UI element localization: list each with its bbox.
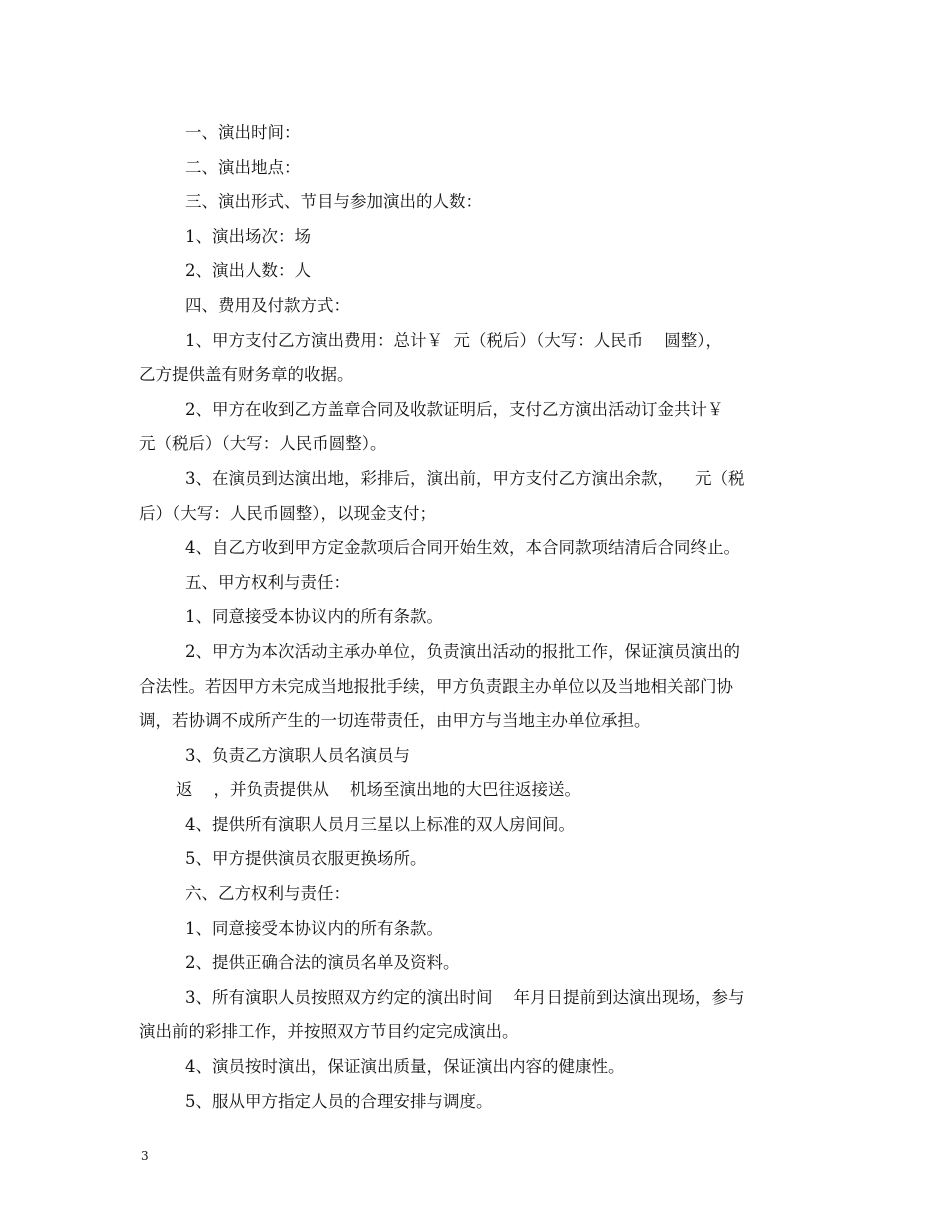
- paragraph: 调，若协调不成所产生的一切连带责任，由甲方与当地主办单位承担。: [139, 711, 651, 731]
- paragraph: 元（税后）（大写：人民币圆整）。: [139, 434, 387, 454]
- paragraph: 1、甲方支付乙方演出费用：总计￥ 元（税后）（大写：人民币 圆整），: [185, 330, 722, 350]
- paragraph: 5、服从甲方指定人员的合理安排与调度。: [185, 1091, 493, 1111]
- paragraph: 六、乙方权利与责任：: [185, 884, 350, 904]
- paragraph: 演出前的彩排工作，并按照双方节目约定完成演出。: [139, 1022, 519, 1042]
- paragraph: 4、提供所有演职人员月三星以上标准的双人房间间。: [185, 814, 575, 834]
- paragraph: 4、演员按时演出，保证演出质量，保证演出内容的健康性。: [185, 1057, 625, 1077]
- paragraph: 3、所有演职人员按照双方约定的演出时间 年月日提前到达演出现场，参与: [185, 987, 745, 1007]
- paragraph: 五、甲方权利与责任：: [185, 572, 350, 592]
- paragraph: 1、演出场次：场: [185, 226, 311, 246]
- paragraph: 5、甲方提供演员衣服更换场所。: [185, 849, 427, 869]
- paragraph: 四、费用及付款方式：: [185, 295, 350, 315]
- paragraph: 乙方提供盖有财务章的收据。: [139, 365, 354, 385]
- paragraph: 返 ，并负责提供从 机场至演出地的大巴往返接送。: [176, 780, 581, 800]
- paragraph: 3、在演员到达演出地，彩排后，演出前，甲方支付乙方演出余款， 元（税: [185, 468, 745, 488]
- paragraph: 三、演出形式、节目与参加演出的人数：: [185, 192, 482, 212]
- paragraph: 合法性。若因甲方未完成当地报批手续，甲方负责跟主办单位以及当地相关部门协: [139, 676, 733, 696]
- paragraph: 4、自乙方收到甲方定金款项后合同开始生效，本合同款项结清后合同终止。: [185, 538, 740, 558]
- document-body: [139, 116, 813, 1119]
- paragraph: 1、同意接受本协议内的所有条款。: [185, 918, 443, 938]
- page-number: 3: [141, 1149, 149, 1163]
- paragraph: 1、同意接受本协议内的所有条款。: [185, 607, 443, 627]
- paragraph: 一、演出时间：: [185, 123, 301, 142]
- paragraph: 后）（大写：人民币圆整），以现金支付；: [139, 503, 436, 523]
- paragraph: 2、演出人数：人: [185, 261, 311, 281]
- paragraph: 2、甲方在收到乙方盖章合同及收款证明后，支付乙方演出活动订金共计￥: [185, 399, 724, 419]
- paragraph: 二、演出地点：: [185, 157, 301, 177]
- paragraph: 3、负责乙方演职人员名演员与: [185, 745, 410, 765]
- paragraph: 2、甲方为本次活动主承办单位，负责演出活动的报批工作，保证演员演出的: [185, 641, 740, 661]
- paragraph: 2、提供正确合法的演员名单及资料。: [185, 953, 460, 973]
